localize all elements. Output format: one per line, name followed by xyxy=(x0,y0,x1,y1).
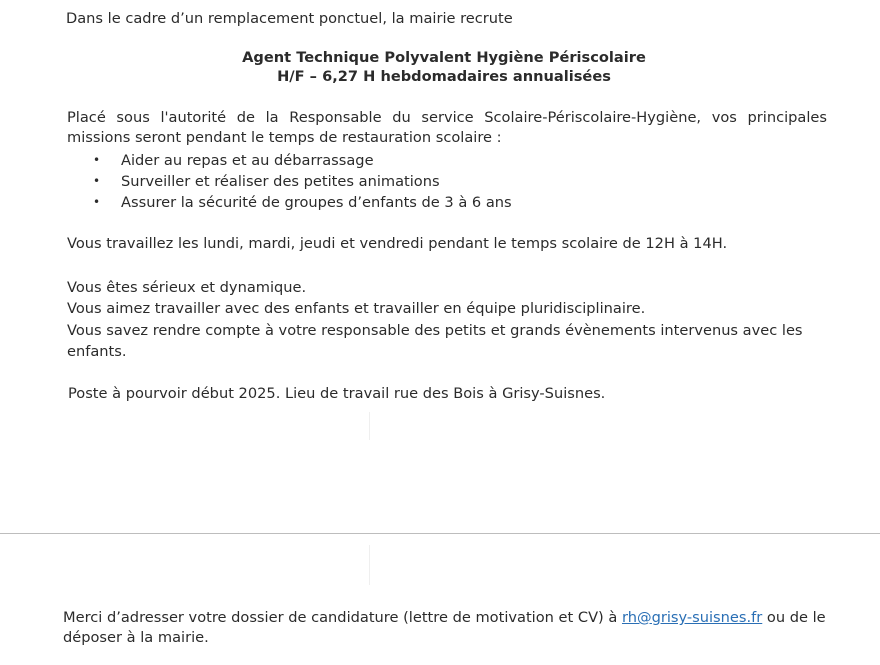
list-item xyxy=(93,171,512,192)
mission-text: Assurer la sécurité de groupes d’enfants de 3 à 6 ans xyxy=(121,194,512,211)
bullet-icon: • xyxy=(93,174,101,188)
divider xyxy=(0,533,880,534)
list-item xyxy=(93,150,512,171)
scan-artifact xyxy=(369,412,370,440)
scan-artifact xyxy=(369,545,370,585)
mission-text: Aider au repas et au débarrassage xyxy=(121,152,374,169)
job-subtitle: H/F – 6,27 H hebdomadaires annualisées xyxy=(277,68,611,85)
quality-text: Vous êtes sérieux et dynamique. xyxy=(67,279,307,296)
schedule-text: Vous travaillez les lundi, mardi, jeudi et vendredi pendant le temps scolaire de 12H à 14H. xyxy=(67,235,728,252)
intro-text: Dans le cadre d’un remplacement ponctuel, la mairie recrute xyxy=(66,10,513,27)
bullet-icon: • xyxy=(93,195,101,209)
mission-text: Surveiller et réaliser des petites animations xyxy=(121,173,440,190)
bullet-icon: • xyxy=(93,153,101,167)
contact-text: Merci d’adresser votre dossier de candidature (lettre de motivation et CV) à xyxy=(63,609,622,626)
job-title: Agent Technique Polyvalent Hygiène Périscolaire xyxy=(242,49,646,66)
job-location-text: Poste à pourvoir début 2025. Lieu de travail rue des Bois à Grisy-Suisnes. xyxy=(68,385,606,402)
contact-paragraph xyxy=(63,608,843,648)
list-item xyxy=(93,192,512,213)
quality-text: Vous aimez travailler avec des enfants et travailler en équipe pluridisciplinaire. xyxy=(67,300,646,317)
email-link[interactable]: rh@grisy-suisnes.fr xyxy=(621,609,763,626)
missions-intro: Placé sous l'autorité de la Responsable du service Scolaire-Périscolaire-Hygiène, vos principales missions seront pendant le temps de restauration scolaire : xyxy=(67,109,827,146)
contact-text-end: ou de le déposer à la mairie. xyxy=(63,609,826,646)
missions-list xyxy=(93,150,512,213)
quality-text: Vous savez rendre compte à votre responsable des petits et grands évènements intervenus avec les enfants. xyxy=(67,322,803,360)
